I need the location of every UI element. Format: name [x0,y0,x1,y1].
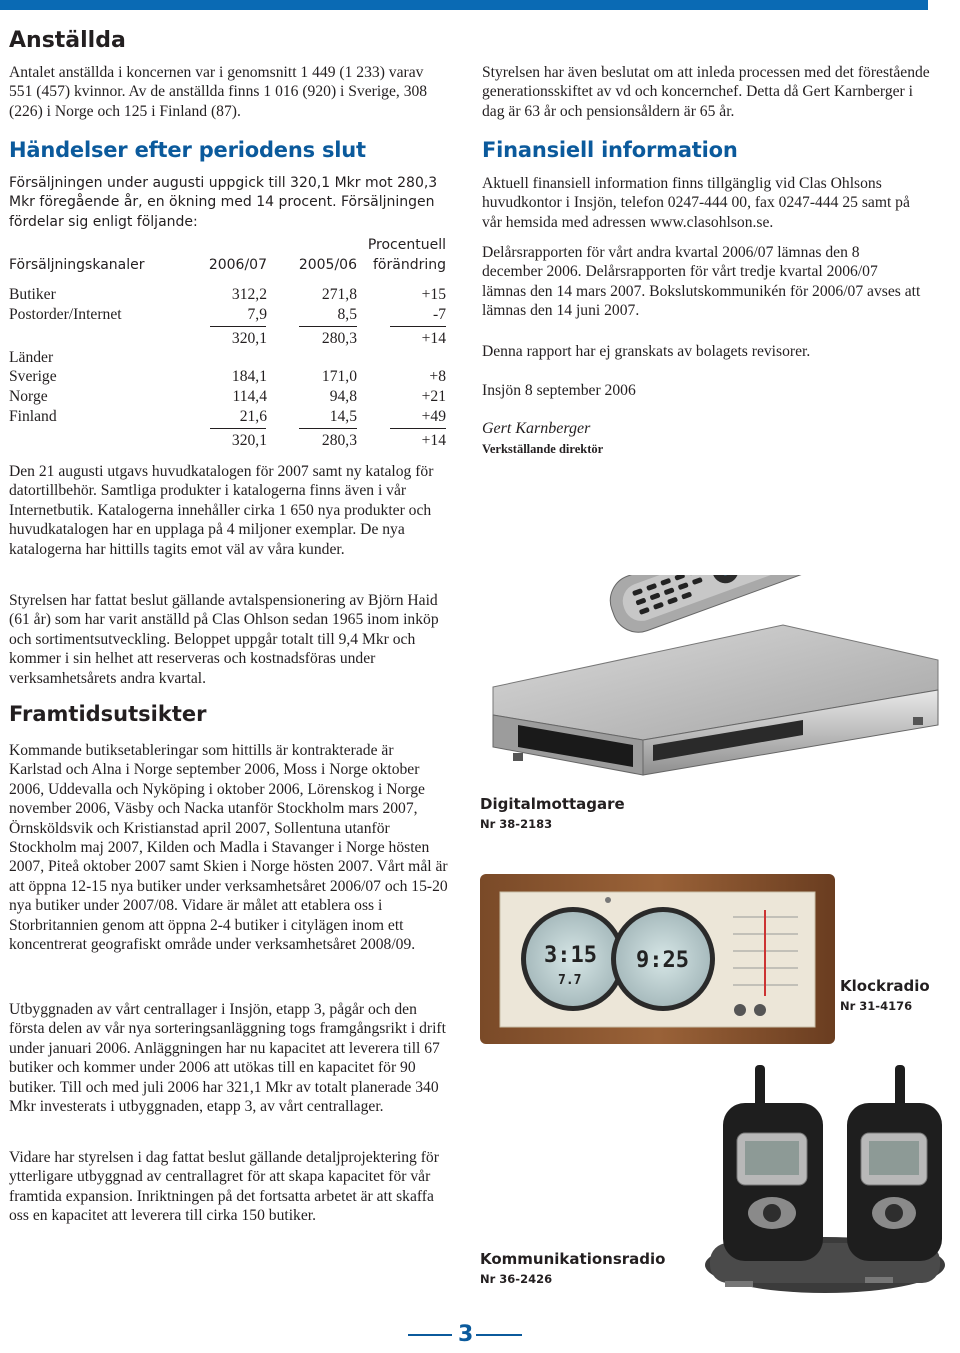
paragraph-handelser: Försäljningen under augusti uppgick till 320,1 Mkr mot 280,3 Mkr föregående år, en ökning med 14 procent. Försäljningen fördelar sig enligt följande: [9,175,438,230]
paragraph-fin-2: Delårsrapporten för vårt andra kvartal 2006/07 lämnas den 8 december 2006. Delårsrapporten för vårt tredje kvartal 2006/07 lämnas den 14 mars 2007. Bokslutskommunikén för 2006/07 avses att lämnas den 14 juni 2007. [482,244,921,320]
sum-rule [210,428,266,429]
signature-title: Verkställande direktör [482,442,604,456]
clock-time-left: 3:15 [544,943,597,968]
product-nr-receiver: Nr 38-2183 [480,817,553,831]
sum-rule [210,326,266,327]
table-header-top: Procentuell [367,237,446,253]
product-name-commradio: Kommunikationsradio [480,1250,666,1268]
paragraph-styrelsen: Styrelsen har fattat beslut gällande avtalspensionering av Björn Haid (61 år) som har varit anställd på Clas Ohlson sedan 1965 inom inköp och sortimentsutveckling. Beloppet uppgår totalt till 9,4 Mkr och kommer i sin helhet att reserveras och kostnadsföras under verksamhetsårets andra kvartal. [9,592,439,687]
product-name-receiver: Digitalmottagare [480,795,625,813]
page-number-rule-left [408,1334,452,1336]
top-color-bar [0,0,960,10]
sum-rule [299,326,357,327]
paragraph-framtid-1: Kommande butiksetableringar som hittills är kontrakterade är Karlstad och Alna i Norge september 2006, Moss i Norge oktober 2006, Uddevalla och Nyköping i oktober 2006, Lörenskog i Norge november 2006, Väsby och Nacka utanför Stockholm mars 2007, Örnsköldsvik och Kristianstad april 2007, Sollentuna utanför Stockholm maj 2007, Kilden och Madla i Stavanger i Norge hösten 2007, Piteå oktober 2007 samt Skien i Norge hösten 2007. Vårt mål är att öppna 12-15 nya butiker under verksamhetsåret 2006/07 och 15-20 nya butiker under 2007/08. Vidare är målet att etablera oss i Storbritannien genom att öppna 2-4 butiker i citylägen inom ett koncentrerat geografiskt område under verksamhetsåret 2008/09. [9,742,448,954]
table-row: Norge 114,4 94,8 +21 [9,388,446,405]
heading-anstallda: Anställda [9,28,126,53]
table-row: Butiker 312,2 271,8 +15 [9,286,446,303]
communication-radio-image [695,1055,950,1300]
sum-rule [390,428,446,429]
paragraph-framtid-2: Utbyggnaden av vårt centrallager i Insjön, etapp 3, pågår och den första delen av vår nya sorteringsanläggning togs framgångsrikt i drift under januari 2006. Anläggningen har nu kapacitet att leverera till 67 butiker och kommer under 2006 att utökas till en kapacitet för 90 butiker. Till och med juli 2006 har 321,1 Mkr av totalt planerade 340 Mkr investerats i utbyggnaden, etapp 3, av vårt centrallager. [9,1001,446,1116]
table-header-row: Försäljningskanaler 2006/07 2005/06 förändring [9,257,446,273]
product-nr-clockradio: Nr 31-4176 [840,999,913,1013]
table-row: Postorder/Internet 7,9 8,5 -7 [9,306,446,323]
page-number-rule-right [476,1334,522,1336]
product-nr-commradio: Nr 36-2426 [480,1272,553,1286]
page-number: 3 [458,1322,474,1347]
paragraph-framtid-3: Vidare har styrelsen i dag fattat beslut gällande detaljprojektering för ytterligare utbyggnad av centrallagret för att skapa kapacitet för vår framtida expansion. Inriktningen på det fortsatta arbetet är att skaffa oss en kapacitet att leverera till cirka 150 butiker. [9,1149,439,1225]
paragraph-generationsskifte: Styrelsen har även beslutat om att inleda processen med det förestående generationsskiftet av vd och koncernchef. Detta då Gert Karnberger i dag är 63 år och pensionsåldern är 65 år. [482,64,930,120]
paragraph-fin-3: Denna rapport har ej granskats av bolagets revisorer. [482,343,811,360]
table-total-row: 320,1 280,3 +14 [231,330,446,347]
heading-finansiell: Finansiell information [482,138,738,162]
clock-radio-image [478,872,838,1047]
table-row: Finland 21,6 14,5 +49 [9,408,446,425]
clock-temp: 7.7 [558,973,582,988]
paragraph-katalog: Den 21 augusti utgavs huvudkatalogen för 2007 samt ny katalog för datortillbehör. Samtliga produkter i katalogerna finns även i vår Internetbutik. Katalogerna innehåller cirka 1 650 nya produkter och huvudkatalogen har en upplaga på 4 miljoner exemplar. De nya katalogerna har hittills tagits emot väl av våra kunder. [9,463,434,558]
sum-rule [390,326,446,327]
paragraph-place-date: Insjön 8 september 2006 [482,382,636,399]
heading-handelser: Händelser efter periodens slut [9,138,366,162]
signature-name: Gert Karnberger [482,420,591,437]
table-total-row: 320,1 280,3 +14 [231,432,446,449]
clock-time-right: 9:25 [636,948,689,973]
paragraph-anstallda: Antalet anställda i koncernen var i genomsnitt 1 449 (1 233) varav 551 (457) kvinnor. Av de anställda finns 1 016 (920) i Sverige, 308 (226) i Norge och 125 i Finland (87). [9,64,428,120]
table-row: Sverige 184,1 171,0 +8 [9,368,446,385]
paragraph-fin-1: Aktuell finansiell information finns tillgänglig vid Clas Ohlsons huvudkontor i Insjön, telefon 0247-444 00, fax 0247-444 25 samt på vår hemsida med adressen www.clasohlson.se. [482,175,910,231]
sum-rule [299,428,357,429]
table-section-label: Länder [9,349,54,366]
product-name-clockradio: Klockradio [840,977,930,995]
heading-framtidsutsikter: Framtidsutsikter [9,702,207,726]
receiver-image [483,575,943,785]
